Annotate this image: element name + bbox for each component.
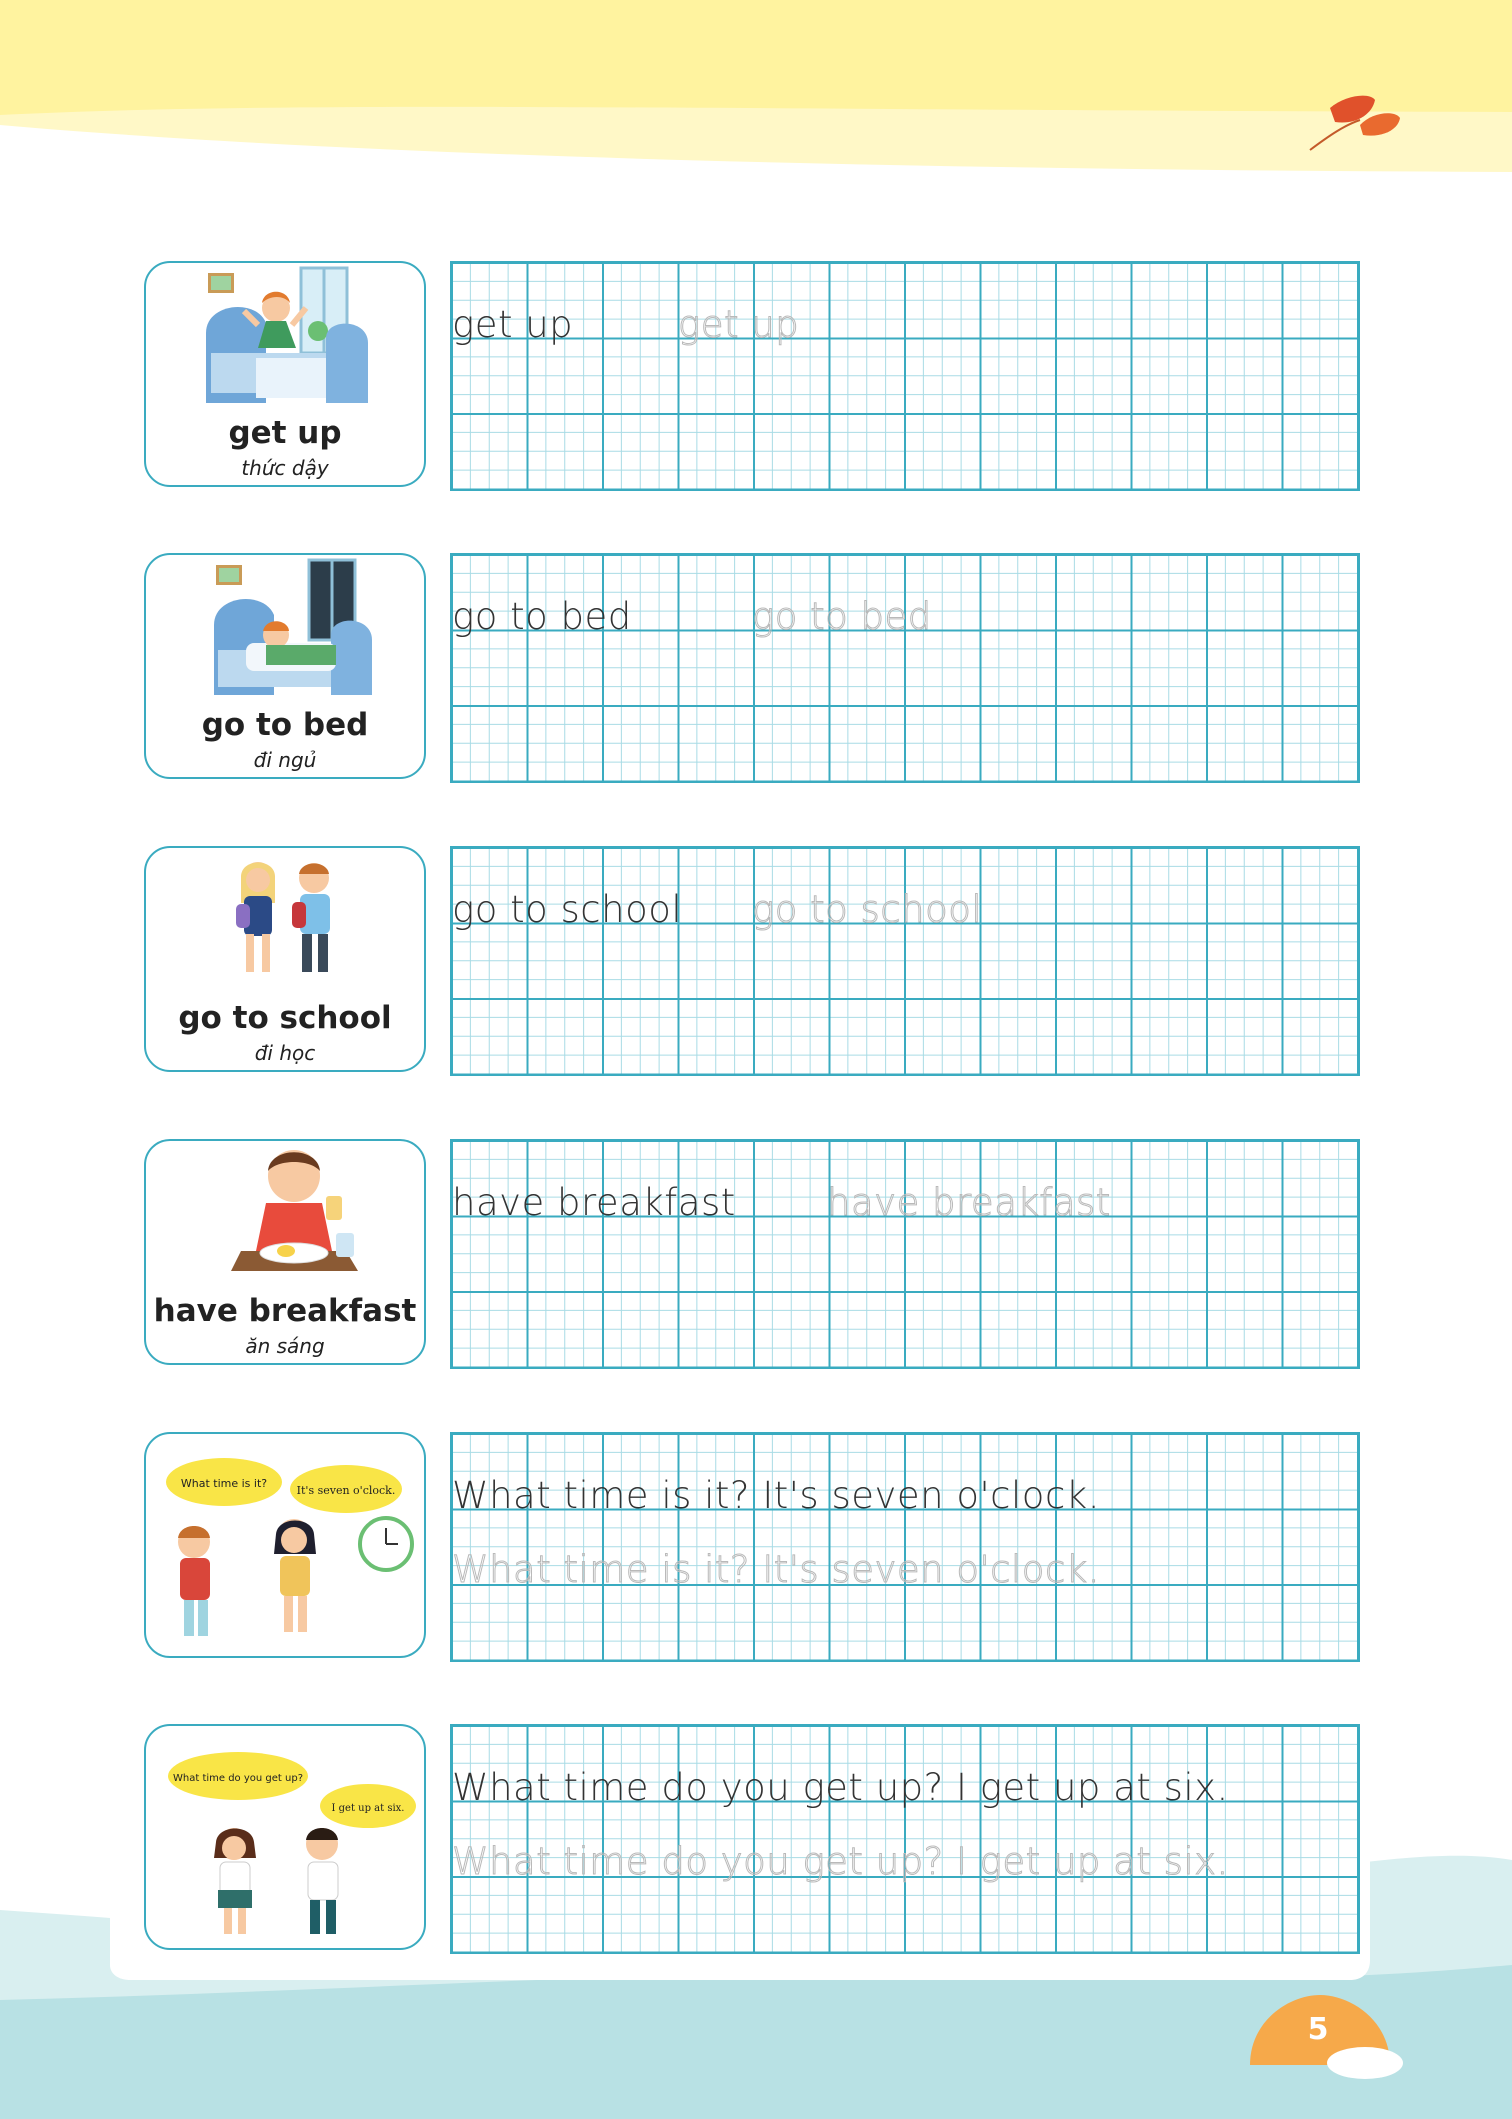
vocab-row-go-to-bed [144,553,1360,783]
vocab-card [144,261,426,487]
dialogue-card [144,1724,426,1950]
vocab-row-go-to-school [144,846,1360,1076]
tracing-text: have breakfast [827,1181,1111,1224]
sample-text: get up [452,303,574,346]
handwriting-grid[interactable] [450,1724,1360,1954]
children-talking-illustration [146,1726,424,1948]
vocab-word: have breakfast [153,1293,417,1329]
vocab-word: go to school [178,1000,392,1036]
page-number: 5 [1307,2012,1329,2047]
tracing-text: go to bed [752,595,932,638]
vocab-card [144,846,426,1072]
top-yellow-band [0,0,1512,180]
sentence-row-what-time-is-it [144,1432,1360,1662]
vocab-word: go to bed [201,707,369,743]
handwriting-grid[interactable] [450,846,1360,1076]
handwriting-grid[interactable] [450,1139,1360,1369]
vocab-word: get up [228,415,342,451]
vocab-card [144,553,426,779]
speech-bubble-1: What time is it? [180,1477,268,1490]
tracing-text: go to school [752,888,983,931]
leaves-icon [1300,90,1410,160]
vocab-row-have-breakfast [144,1139,1360,1369]
vocab-meaning: ăn sáng [245,1334,325,1358]
children-going-to-school-illustration [146,848,424,998]
speech-bubble-2: I get up at six. [331,1803,405,1814]
boy-sleeping-illustration [146,555,424,705]
sample-text: go to bed [452,595,632,638]
boy-waking-up-illustration [146,263,424,413]
handwriting-grid[interactable] [450,553,1360,783]
sample-text: go to school [452,888,683,931]
dialogue-card [144,1432,426,1658]
sample-text: What time is it? It's seven o'clock. [452,1474,1100,1517]
handwriting-grid[interactable] [450,261,1360,491]
sample-text: What time do you get up? I get up at six. [452,1766,1229,1809]
vocab-meaning: thức dậy [241,456,329,480]
tracing-text: What time is it? It's seven o'clock. [452,1548,1100,1591]
sample-text: have breakfast [452,1181,736,1224]
speech-bubble-1: What time do you get up? [172,1773,304,1784]
vocab-card [144,1139,426,1365]
tracing-text: get up [678,303,800,346]
vocab-meaning: đi ngủ [253,748,317,772]
vocab-meaning: đi học [254,1041,316,1065]
boy-eating-breakfast-illustration [146,1141,424,1291]
speech-bubble-2: It's seven o'clock. [296,1484,396,1497]
children-asking-time-illustration [146,1434,424,1656]
handwriting-grid[interactable] [450,1432,1360,1662]
vocab-row-get-up [144,261,1360,491]
tracing-text: What time do you get up? I get up at six. [452,1840,1229,1883]
sentence-row-what-time-do-you-get-up [144,1724,1360,1954]
